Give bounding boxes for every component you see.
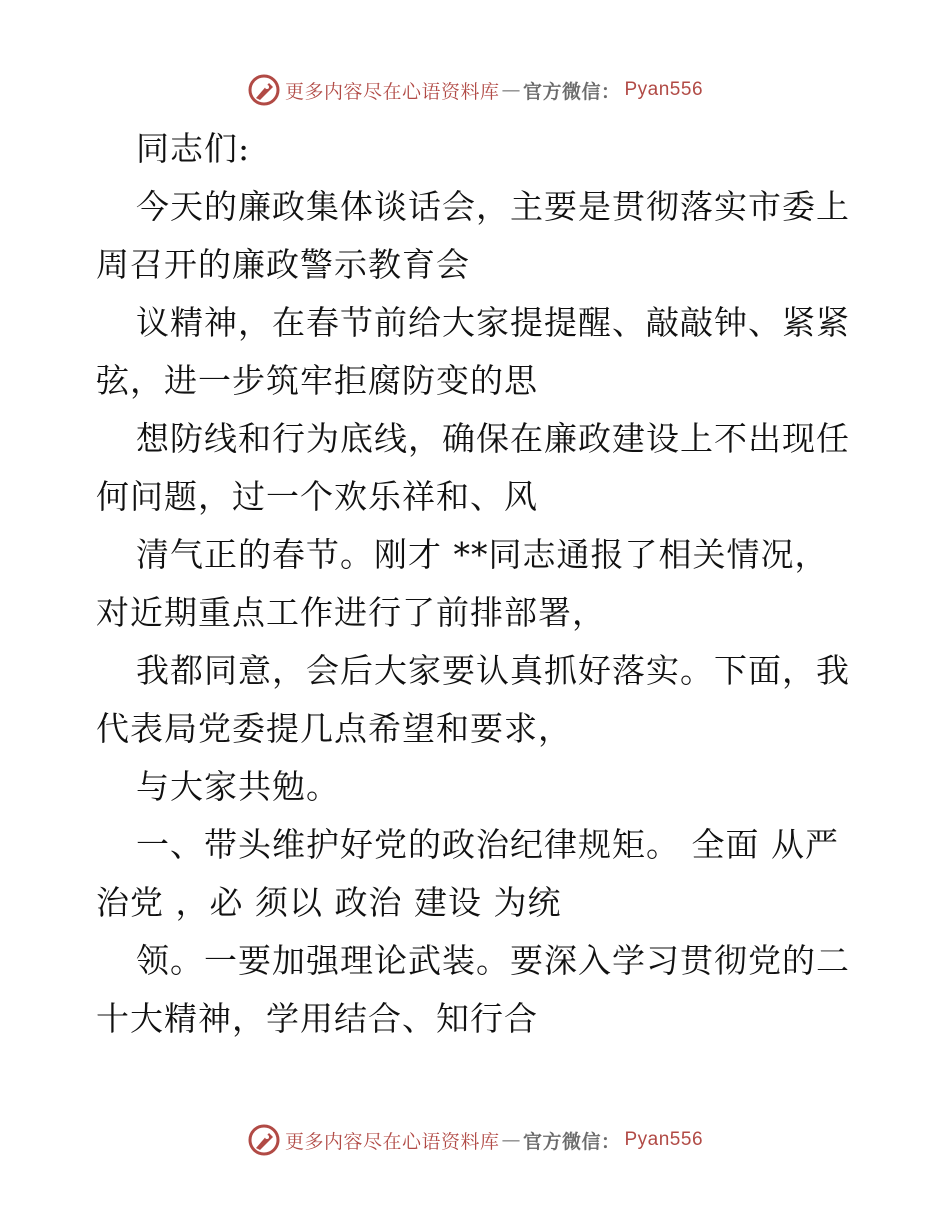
body-line: 周召开的廉政警示教育会 bbox=[96, 245, 470, 284]
body-line: 对近期重点工作进行了前排部署， bbox=[96, 593, 606, 632]
salutation: 同志们: bbox=[136, 129, 251, 168]
section-heading-line: 一、带头维护好党的政治纪律规矩。 全面 从严 bbox=[136, 825, 839, 864]
header-wechat-label: 官方微信： bbox=[522, 80, 621, 103]
header-separator: — bbox=[501, 79, 521, 101]
body-line: 今天的廉政集体谈话会，主要是贯彻落实市委上 bbox=[136, 187, 850, 226]
header-text: 更多内容尽在心语资料库 bbox=[284, 80, 500, 103]
document-body bbox=[96, 120, 856, 1048]
body-line: 我都同意，会后大家要认真抓好落实。下面，我 bbox=[136, 651, 850, 690]
body-line: 想防线和行为底线，确保在廉政建设上不出现任 bbox=[136, 419, 850, 458]
body-line: 清气正的春节。刚才 **同志通报了相关情况， bbox=[136, 535, 829, 574]
body-line: 何问题，过一个欢乐祥和、风 bbox=[96, 477, 538, 516]
body-line: 十大精神，学用结合、知行合 bbox=[96, 999, 538, 1038]
footer-separator: — bbox=[501, 1129, 521, 1151]
body-line: 弦，进一步筑牢拒腐防变的思 bbox=[96, 361, 538, 400]
footer-wechat-id: Pyan556 bbox=[624, 1129, 704, 1150]
pen-nib-logo-icon bbox=[247, 73, 281, 107]
header-wechat-id: Pyan556 bbox=[624, 79, 704, 100]
footer-text: 更多内容尽在心语资料库 bbox=[284, 1130, 500, 1153]
pen-nib-logo-icon bbox=[247, 1123, 281, 1157]
body-line: 领。一要加强理论武装。要深入学习贯彻党的二 bbox=[136, 941, 850, 980]
body-line: 议精神，在春节前给大家提提醒、敲敲钟、紧紧 bbox=[136, 303, 850, 342]
body-line: 与大家共勉。 bbox=[136, 767, 340, 806]
footer-wechat-label: 官方微信： bbox=[522, 1130, 621, 1153]
body-line: 代表局党委提几点希望和要求， bbox=[96, 709, 572, 748]
footer-watermark bbox=[0, 1120, 950, 1160]
header-watermark bbox=[0, 70, 950, 110]
body-line: 治党 ，必 须以 政治 建设 为统 bbox=[96, 883, 562, 922]
